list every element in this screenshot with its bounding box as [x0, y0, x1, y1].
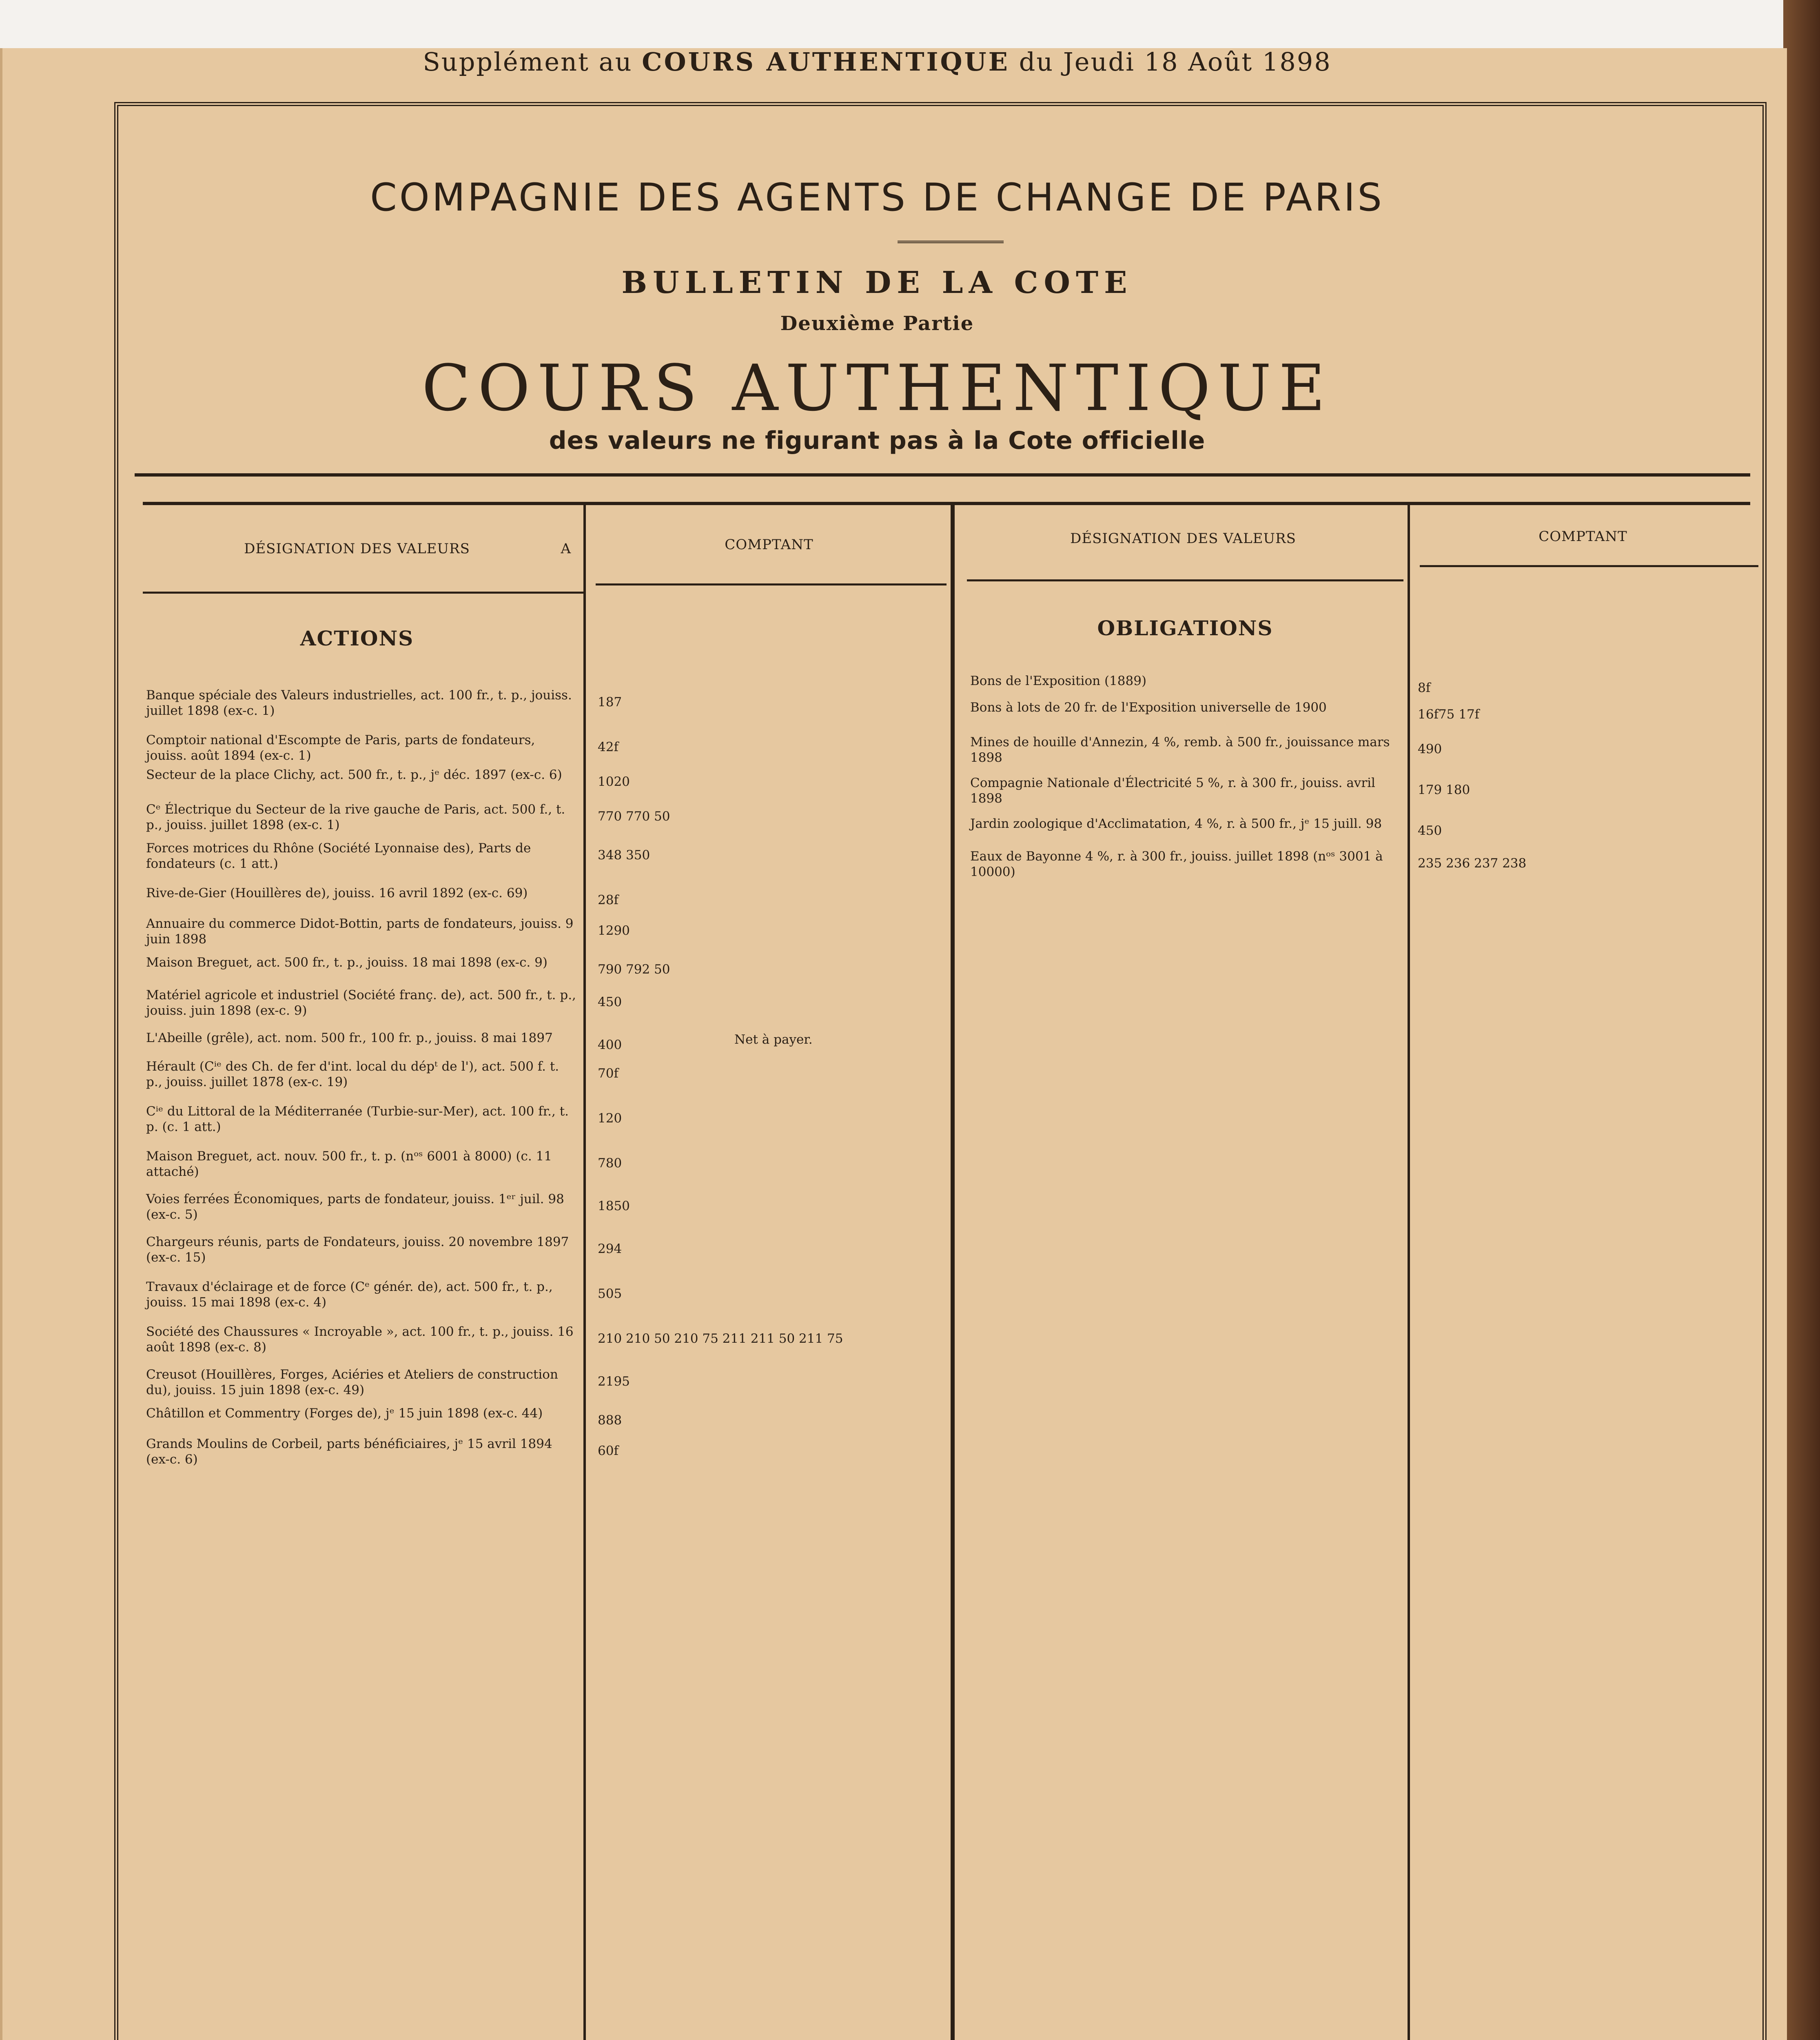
header-designation-right: DÉSIGNATION DES VALEURS [1070, 530, 1296, 547]
entry-designation: Châtillon et Commentry (Forges de), jᵉ 15 juin 1898 (ex-c. 44) [146, 1406, 543, 1421]
header-rule-top [135, 473, 1750, 477]
entry-price: 16f75 17f [1418, 707, 1480, 722]
supplement-prefix: Supplément au [423, 47, 633, 77]
title-divider [898, 241, 1004, 246]
entry-price: 1020 [598, 774, 630, 789]
col-divider-center [951, 504, 955, 2040]
bulletin-title: BULLETIN DE LA COTE [621, 265, 1133, 300]
header-rule-2 [143, 502, 1750, 505]
entry-designation: Maison Breguet, act. 500 fr., t. p., jouiss. 18 mai 1898 (ex-c. 9) [146, 955, 548, 970]
entry-designation: Matériel agricole et industriel (Société franç. de), act. 500 fr., t. p., jouiss. juin 1898 (ex-c. 9) [146, 988, 576, 1018]
entry-price: 450 [1418, 823, 1442, 838]
partie-label: Deuxième Partie [780, 312, 974, 335]
entry-designation: Travaux d'éclairage et de force (Cᵉ génér. de), act. 500 fr., t. p., jouiss. 15 mai 1898 (ex-c. 4) [146, 1279, 553, 1310]
entry-price: 8f [1418, 681, 1431, 695]
entry-designation: Bons de l'Exposition (1889) [970, 674, 1147, 688]
supplement-date: du Jeudi 18 Août 1898 [1019, 47, 1332, 77]
entry-price: 294 [598, 1242, 622, 1256]
entry-designation: Eaux de Bayonne 4 %, r. à 300 fr., jouiss. juillet 1898 (nᵒˢ 3001 à 10000) [970, 849, 1383, 879]
entry-price: 400 [598, 1038, 622, 1052]
company-title: COMPAGNIE DES AGENTS DE CHANGE DE PARIS [370, 175, 1384, 220]
entry-price: 210 210 50 210 75 211 211 50 211 75 [598, 1331, 843, 1346]
entry-designation: Comptoir national d'Escompte de Paris, parts de fondateurs, jouiss. août 1894 (ex-c. 1) [146, 733, 535, 763]
entry-price: 42f [598, 740, 618, 754]
entry-price: 888 [598, 1413, 622, 1428]
entry-price: 770 770 50 [598, 809, 670, 824]
supplement-name: COURS AUTHENTIQUE [642, 47, 1010, 77]
entry-price: 790 792 50 [598, 962, 670, 977]
actions-heading: ACTIONS [300, 626, 414, 650]
entry-designation: Cⁱᵉ du Littoral de la Méditerranée (Turbie-sur-Mer), act. 100 fr., t. p. (c. 1 att.) [146, 1104, 569, 1134]
entry-price: 187 [598, 695, 622, 710]
entry-price: 28f [598, 893, 618, 907]
header-designation-left: DÉSIGNATION DES VALEURS A [244, 541, 571, 557]
entry-price: 235 236 237 238 [1418, 856, 1527, 871]
entry-price: 1290 [598, 923, 630, 938]
entry-designation: Jardin zoologique d'Acclimatation, 4 %, r. à 500 fr., jᵉ 15 juill. 98 [970, 816, 1382, 831]
col-divider-3 [1408, 504, 1410, 2040]
entry-designation: Mines de houille d'Annezin, 4 %, remb. à 500 fr., jouissance mars 1898 [970, 735, 1390, 765]
entry-designation: Bons à lots de 20 fr. de l'Exposition universelle de 1900 [970, 700, 1327, 715]
header-comptant-right: COMPTANT [1538, 528, 1627, 545]
entry-designation: Cᵉ Électrique du Secteur de la rive gauche de Paris, act. 500 f., t. p., jouiss. juillet 1898 (ex-c. 1) [146, 802, 565, 832]
entry-price: 450 [598, 995, 622, 1009]
entry-designation: Annuaire du commerce Didot-Bottin, parts de fondateurs, jouiss. 9 juin 1898 [146, 916, 574, 947]
col-divider-1 [583, 504, 586, 2040]
entry-designation: Société des Chaussures « Incroyable », act. 100 fr., t. p., jouiss. 16 août 1898 (ex-c. 8) [146, 1324, 574, 1355]
entry-price: 60f [598, 1444, 618, 1458]
entry-price: 70f [598, 1066, 618, 1081]
entry-price: 490 [1418, 742, 1442, 756]
entry-price: 780 [598, 1156, 622, 1171]
entry-price: 120 [598, 1111, 622, 1126]
net-a-payer-note: Net à payer. [734, 1032, 813, 1047]
entry-designation: Forces motrices du Rhône (Société Lyonnaise des), Parts de fondateurs (c. 1 att.) [146, 841, 531, 871]
entry-designation: Rive-de-Gier (Houillères de), jouiss. 16 avril 1892 (ex-c. 69) [146, 886, 528, 900]
entry-designation: Chargeurs réunis, parts de Fondateurs, jouiss. 20 novembre 1897 (ex-c. 15) [146, 1235, 569, 1265]
entry-designation: Grands Moulins de Corbeil, parts bénéficiaires, jᵉ 15 avril 1894 (ex-c. 6) [146, 1437, 552, 1467]
entry-price: 348 350 [598, 848, 650, 863]
header-underline-3 [967, 579, 1403, 581]
header-underline-2 [596, 583, 947, 585]
entry-designation: Maison Breguet, act. nouv. 500 fr., t. p. (nᵒˢ 6001 à 8000) (c. 11 attaché) [146, 1149, 552, 1179]
supplement-line [0, 47, 1754, 77]
entry-designation: Banque spéciale des Valeurs industrielles, act. 100 fr., t. p., jouiss. juillet 1898 (ex-c. 1) [146, 688, 572, 718]
entry-price: 2195 [598, 1374, 630, 1389]
header-underline-4 [1420, 565, 1758, 567]
entry-designation: Hérault (Cⁱᵉ des Ch. de fer d'int. local du dépᵗ de l'), act. 500 f. t. p., jouiss. juillet 1878 (ex-c. 19) [146, 1059, 559, 1089]
main-subtitle: des valeurs ne figurant pas à la Cote officielle [549, 426, 1206, 455]
main-title: COURS AUTHENTIQUE [421, 351, 1333, 425]
obligations-heading: OBLIGATIONS [1097, 616, 1273, 640]
entry-price: 179 180 [1418, 783, 1470, 797]
book-spine [1783, 0, 1820, 2040]
entry-price: 1850 [598, 1199, 630, 1213]
entry-designation: Voies ferrées Économiques, parts de fondateur, jouiss. 1ᵉʳ juil. 98 (ex-c. 5) [146, 1192, 564, 1222]
entry-designation: Secteur de la place Clichy, act. 500 fr., t. p., jᵉ déc. 1897 (ex-c. 6) [146, 767, 562, 782]
entry-designation: Compagnie Nationale d'Électricité 5 %, r. à 300 fr., jouiss. avril 1898 [970, 776, 1375, 806]
entry-designation: L'Abeille (grêle), act. nom. 500 fr., 100 fr. p., jouiss. 8 mai 1897 [146, 1031, 553, 1045]
entry-price: 505 [598, 1286, 622, 1301]
header-comptant-left: COMPTANT [725, 537, 814, 553]
header-underline-1 [143, 592, 583, 594]
entry-designation: Creusot (Houillères, Forges, Aciéries et Ateliers de construction du), jouiss. 15 juin 1898 (ex-c. 49) [146, 1367, 558, 1397]
